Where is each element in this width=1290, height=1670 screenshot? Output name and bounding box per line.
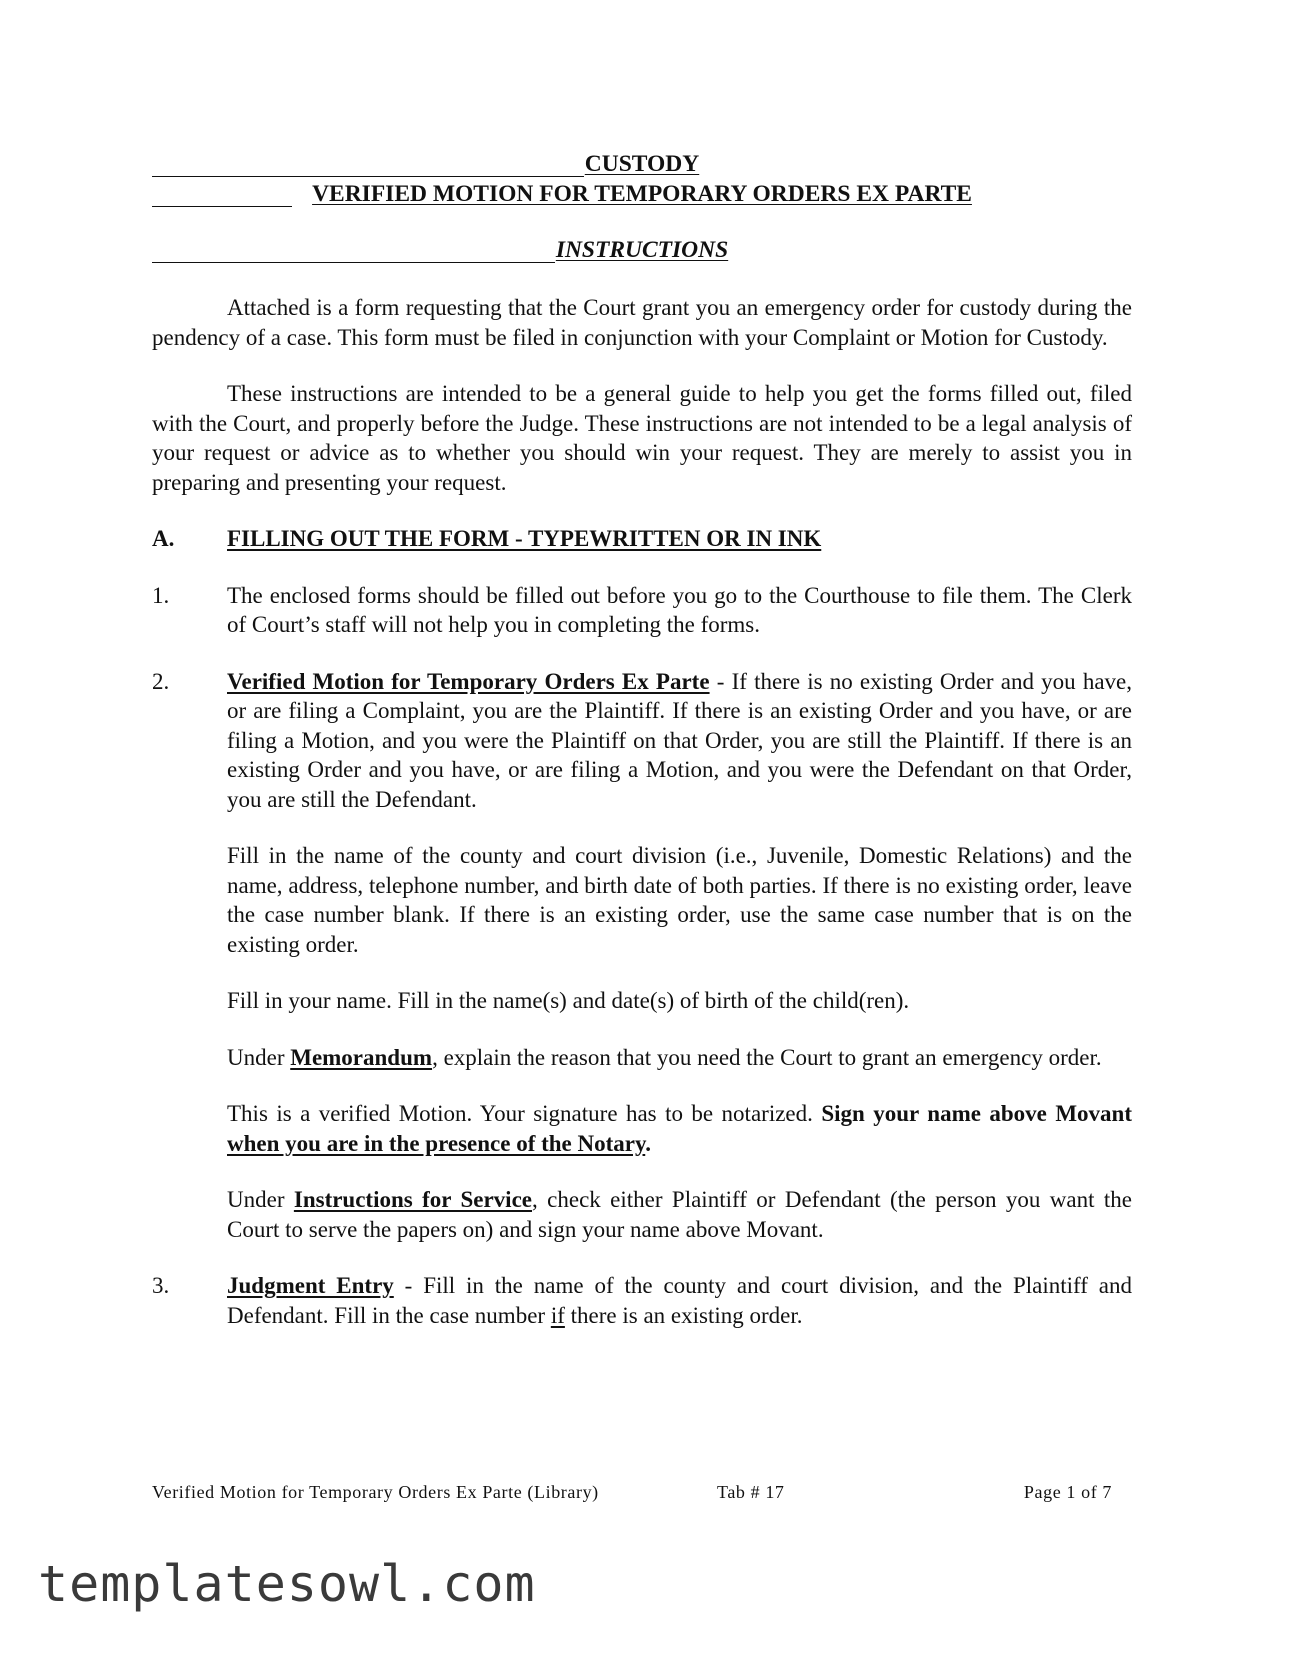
intro-paragraph-2: These instructions are intended to be a general guide to help you get the forms filled out, filed with the Court, and properly before the Judge. These instructions are not intended to be a legal analysis of your request or advice as to whether you should win your request. They are merely to assist you in preparing and presenting your request. (152, 381, 1132, 495)
item-2-sub-paragraph-5 (227, 1185, 1132, 1244)
title-custody-text: CUSTODY (584, 151, 700, 177)
sub5-prefix: Under (227, 1187, 294, 1212)
sub4-prefix: This is a verified Motion. Your signature has to be notarized. (227, 1101, 822, 1126)
title-motion (152, 180, 1132, 210)
title-motion-text: VERIFIED MOTION FOR TEMPORARY ORDERS EX PARTE (312, 181, 972, 207)
title-instructions-text: INSTRUCTIONS (555, 237, 729, 263)
section-a-heading (152, 524, 1132, 554)
list-item-3-term: Judgment Entry (227, 1273, 394, 1298)
list-item-3 (152, 1271, 1132, 1330)
item-2-sub-paragraph-4 (227, 1099, 1132, 1158)
sub5-suffix: , check either Plaintiff or Defendant (the person you want the Court to serve the papers on) and sign your name above Movant. (227, 1187, 1132, 1242)
sub4-end: . (645, 1130, 651, 1156)
section-a-label: A. (152, 526, 175, 551)
sub3-suffix: , explain the reason that you need the Court to grant an emergency order. (432, 1044, 1102, 1070)
title-instructions (152, 236, 1132, 266)
list-item-1-text: The enclosed forms should be filled out before you go to the Courthouse to file them. The Clerk of Court’s staff will not help you in completing the forms. (227, 582, 1132, 637)
section-a-title: FILLING OUT THE FORM - TYPEWRITTEN OR IN INK (227, 526, 822, 551)
sub4-bold-underlined: when you are in the presence of the Notary (227, 1130, 646, 1156)
page-footer (152, 1482, 1112, 1503)
footer-tab-number: Tab # 17 (717, 1482, 785, 1502)
item-2-sub-paragraph-2: Fill in your name. Fill in the name(s) and date(s) of birth of the child(ren). (227, 988, 910, 1013)
watermark: templatesowl.com (38, 1555, 536, 1613)
item-2-sub-paragraph-1: Fill in the name of the county and court division (i.e., Juvenile, Domestic Relations) and the name, address, telephone number, and birth date of both parties. If there is no existing order, leave the case number blank. If there is an existing order, use the same case number that is on the existing order. (227, 843, 1132, 957)
item3-suffix: there is an existing order. (564, 1302, 803, 1328)
list-item-2 (152, 667, 1132, 815)
instructions-for-service-term: Instructions for Service (293, 1187, 532, 1212)
list-item-1-number: 1. (152, 582, 170, 608)
item3-prefix: - Fill in the name of the county and court division, and the Plaintiff and Defendant. Fill in the case number (227, 1273, 1132, 1328)
sub3-prefix: Under (227, 1044, 291, 1070)
intro-paragraph-1: Attached is a form requesting that the Court grant you an emergency order for custody during the pendency of a case. This form must be filed in conjunction with your Complaint or Motion for Custody. (152, 295, 1132, 350)
footer-document-name: Verified Motion for Temporary Orders Ex Parte (Library) (152, 1482, 599, 1502)
document-page (152, 150, 1132, 1330)
footer-page-number: Page 1 of 7 (1023, 1482, 1112, 1502)
list-item-1 (152, 581, 1132, 640)
list-item-2-term: Verified Motion for Temporary Orders Ex Parte (227, 668, 710, 694)
sub4-bold: Sign your name above Movant (821, 1101, 1132, 1126)
item-2-sub-paragraph-3 (227, 1043, 1132, 1073)
list-item-2-text (227, 667, 1132, 815)
list-item-3-text (227, 1271, 1132, 1330)
list-item-2-number: 2. (152, 668, 170, 694)
title-custody (152, 150, 1132, 180)
list-item-2-body: - If there is no existing Order and you have, or are filing a Complaint, you are the Plaintiff. If there is an existing Order and you have, or are filing a Motion, and you were the Plaintiff on that Order, you are still the Plaintiff. If there is an existing Order and you have, or are filing a Motion, and you were the Defendant on that Order, you are still the Defendant. (227, 668, 1132, 812)
list-item-3-number: 3. (152, 1273, 170, 1298)
memorandum-term: Memorandum (290, 1044, 433, 1070)
item3-if: if (550, 1302, 565, 1328)
